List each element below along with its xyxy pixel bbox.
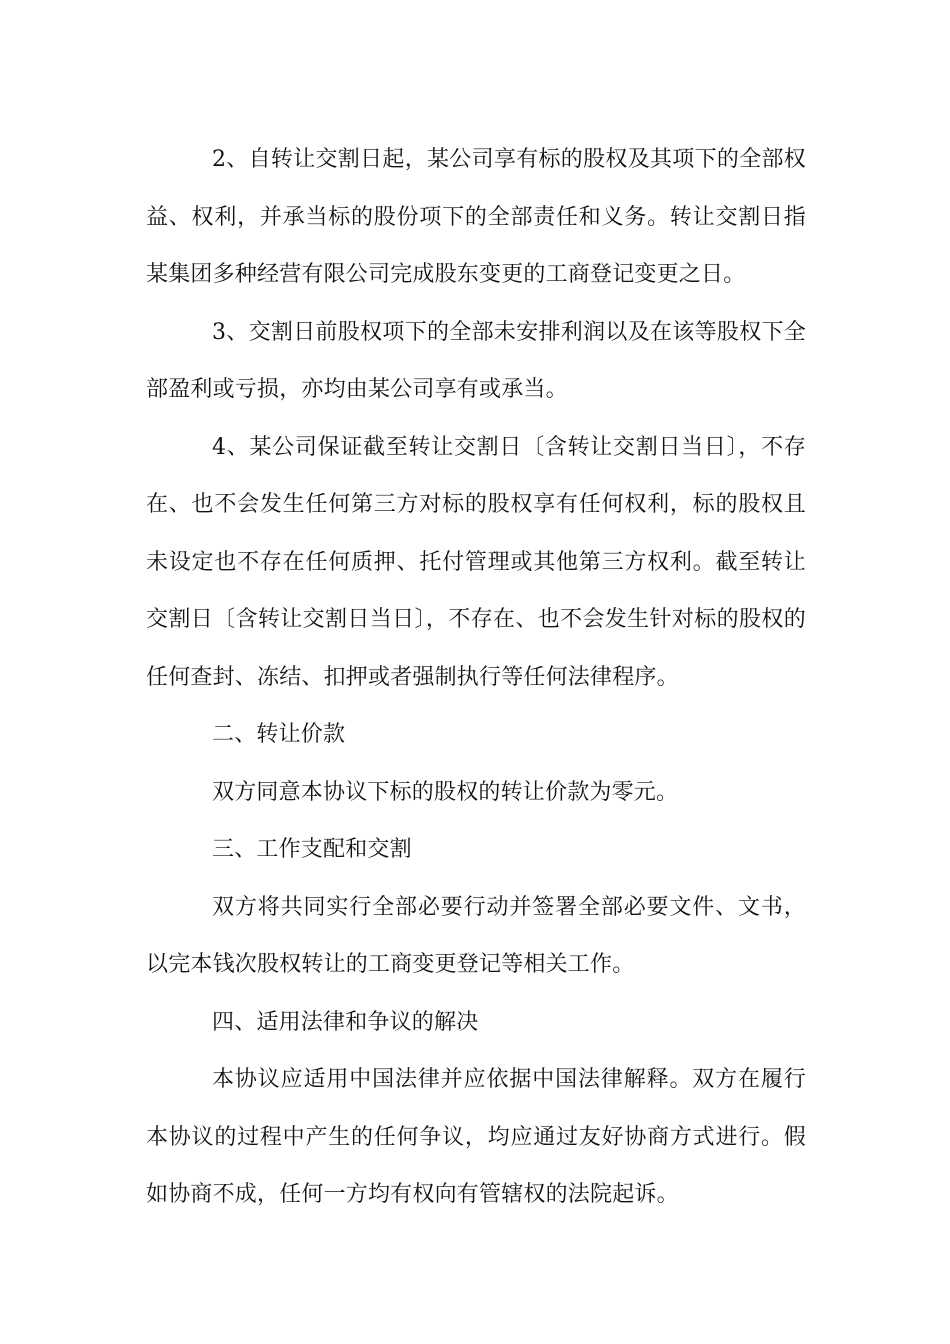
section-heading-transfer-price: 二、转让价款 <box>212 722 346 747</box>
section-heading-work-arrangement: 三、工作支配和交割 <box>212 837 412 862</box>
paragraph-work-arrangement: 双方将共同实行全部必要行动并签署全部必要文件、文书，以完本钱次股权转让的工商变更登记等相关工作。 <box>146 894 806 977</box>
paragraph-transfer-price: 双方同意本协议下标的股权的转让价款为零元。 <box>212 779 679 805</box>
document-body <box>146 131 806 1224</box>
paragraph-clause-2: 2、自转让交割日起，某公司享有标的股权及其项下的全部权益、权利，并承当标的股份项下的全部责任和义务。转让交割日指某集团多种经营有限公司完成股东变更的工商登记变更之日。 <box>146 147 806 287</box>
section-heading-governing-law: 四、适用法律和争议的解决 <box>212 1009 479 1035</box>
paragraph-clause-4: 4、某公司保证截至转让交割日〔含转让交割日当日〕，不存在、也不会发生任何第三方对标的股权享有任何权利，标的股权且未设定也不存在任何质押、托付管理或其他第三方权利。截至转让交割日〔含转让交割日当日〕，不存在、也不会发生针对标的股权的任何查封、冻结、扣押或者强制执行等任何法律程序。 <box>146 434 806 690</box>
paragraph-governing-law: 本协议应适用中国法律并应依据中国法律解释。双方在履行本协议的过程中产生的任何争议，均应通过友好协商方式进行。假如协商不成，任何一方均有权向有管辖权的法院起诉。 <box>146 1067 806 1207</box>
paragraph-clause-3: 3、交割日前股权项下的全部未安排利润以及在该等股权下全部盈利或亏损，亦均由某公司享有或承当。 <box>146 319 806 402</box>
